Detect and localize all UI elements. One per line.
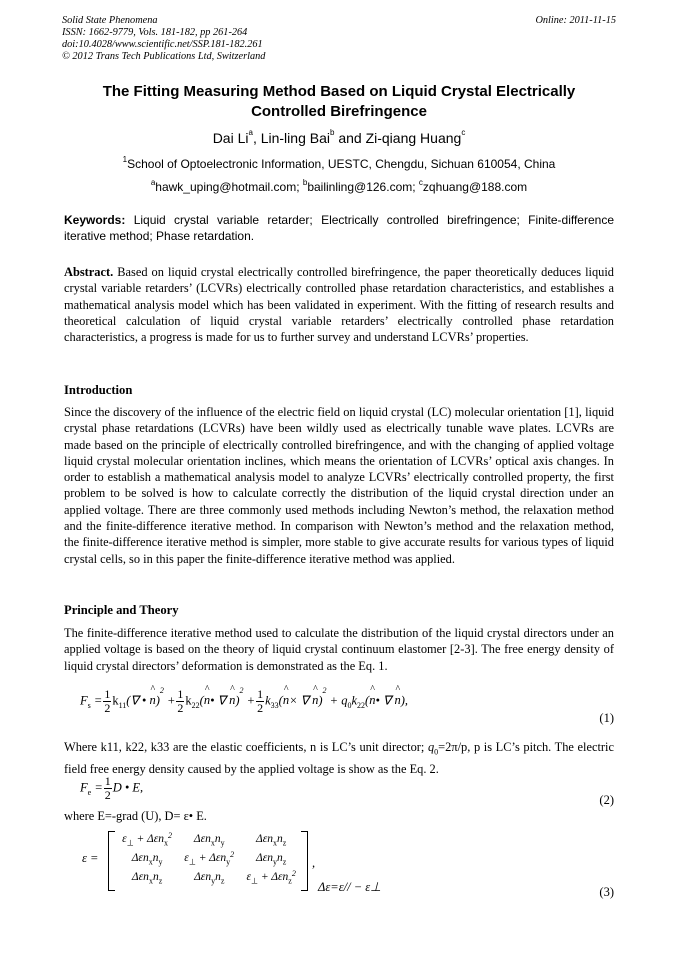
keywords-text: Liquid crystal variable retarder; Electrically controlled birefringence; Finite-difference iterative method; Phase retardation. <box>64 213 614 243</box>
principle-text: The finite-difference iterative method used to calculate the distribution of the liquid crystal directors under an applied voltage is based on the theory of liquid crystal continuum elastomer [2-3]. The free energy density of liquid crystal directors’ deformation is demonstrated as the Eq. 1. <box>64 626 614 673</box>
equation-2-number: (2) <box>599 793 614 807</box>
affiliation-text: School of Optoelectronic Information, UESTC, Chengdu, Sichuan 610054, China <box>127 157 556 171</box>
author-emails <box>64 180 614 194</box>
eq2-followup: where E=-grad (U), D= ε• E. <box>64 809 207 823</box>
eq1-followup: Where k11, k22, k33 are the elastic coefficients, n is LC’s unit director; $q_0=2\pi/p$, p is LC’s pitch. The electric field free energy density caused by the applied voltage is show as the Eq. 2. <box>64 740 614 776</box>
journal-name: Solid State Phenomena <box>62 15 158 26</box>
author-1-sup: a <box>248 128 253 137</box>
equation-3-comma: , <box>312 856 316 870</box>
eq1-followup-b: =2π/p, p is LC’s pitch. The electric field free energy density caused by the applied voltage is show as the Eq. 2. <box>64 740 614 776</box>
email-c-sup: c <box>418 178 423 187</box>
title-line-1: The Fitting Measuring Method Based on Liquid Crystal Electrically <box>102 83 576 100</box>
email-c: zqhuang@188.com <box>422 180 528 194</box>
principle-heading: Principle and Theory <box>64 603 179 617</box>
email-a-sup: a <box>150 178 156 187</box>
introduction-text: Since the discovery of the influence of the electric field on liquid crystal (LC) molecular orientation [1], liquid crystal phase retardations (LCVRs) have been wildly used as electrically tunable wave plates. LCVRs are made based on the principle of electrically controlled birefringence, and with the changing of applied voltage liquid crystal molecular orientation inclines, which means the orientation of LCVRs’ optical axis changes. In order to establish a mathematical analysis model to analyze LCVRs’ electrically controlled property, the first problem to be solved is how to calculate correctly the distribution of the liquid crystal direction under an applied voltage. There are three commonly used methods including Newton’s method, the relaxation method and the finite-difference iterative method. In comparison with Newton’s method and the relaxation method, the finite-difference iterative method is simpler, more stable to give accurate results for various types of liquid crystal cells, so in this paper the finite-difference iterative method was applied. <box>64 405 614 566</box>
keywords-label: Keywords: <box>64 213 126 227</box>
abstract-label: Abstract. <box>64 265 114 279</box>
affiliation-sup: 1 <box>122 155 128 164</box>
q0-symbol: q <box>427 740 435 754</box>
title-line-2: Controlled Birefringence <box>251 103 427 120</box>
journal-doi: doi:10.4028/www.scientific.net/SSP.181-182.261 <box>62 39 263 50</box>
affiliation <box>64 157 614 171</box>
keywords <box>64 212 614 244</box>
author-1: Dai Li <box>212 130 249 146</box>
author-3-sup: c <box>461 128 466 137</box>
journal-issn: ISSN: 1662-9779, Vols. 181-182, pp 261-264 <box>62 27 248 38</box>
equation-3-number: (3) <box>599 885 614 899</box>
author-2-sup: b <box>329 128 335 137</box>
eq1-followup-a: Where k11, k22, k33 are the elastic coefficients, n is LC’s unit director; <box>64 740 428 754</box>
online-date: Online: 2011-11-15 <box>535 15 616 26</box>
equation-3-delta: Δε=ε// − ε⊥ <box>318 880 382 894</box>
paper-title <box>64 82 614 122</box>
author-list <box>64 130 614 146</box>
email-a: hawk_uping@hotmail.com; <box>155 180 303 194</box>
equation-3-lhs: ε = <box>82 851 99 865</box>
equation-2: $F_e$ = $\frac{1}{2}$ D • E, <box>80 774 144 802</box>
email-b: bailinling@126.com; <box>307 180 419 194</box>
abstract-text: Based on liquid crystal electrically controlled birefringence, the paper theoretically deduces liquid crystal variable retarders’ (LCVRs) electrically controlled phase retardation characteristics, and establishes a mathematical analysis model which has been validated in experiment. With the fitting of research results and theoretical calculation of liquid crystal variable retarders’ electrically controlled phase retardation characteristics, a progress is made for us to further survey and understand LCVRs’ properties. <box>64 265 614 345</box>
equation-1-number: (1) <box>599 711 614 725</box>
dielectric-matrix: $\varepsilon_\perp + \Delta\varepsilon n_x^2$ $\Delta\varepsilon n_xn_y$ $\Delta\varepsilon n_xn_z$ $\Delta\varepsilon n_xn_y$ $\varepsilon_\perp + \Delta\varepsilon n_y^2$ $\Delta\varepsilon n_yn_z$ $\Delta\varepsilon n_xn_z$ $\Delta\varepsilon n_yn_z$ $\varepsilon_\perp + \Delta\varepsilon n_z^2$ <box>108 831 308 889</box>
author-2: , Lin-ling Bai <box>252 130 330 146</box>
equation-1: $F_s$ = $\frac{1}{2}$ $k_{11}(\nabla$ • ^ n)$^2$ + $\frac{1}{2}$ $k_{22}(\^{}$ n• ∇ ^ n)$^2$ + $\frac{1}{2}$ $k_{33}(\^{}$ n× ∇ ^ $n)^2 + q_0k_{22}(\^{}$ n• ∇ ^ n), <box>80 688 408 715</box>
journal-copyright: © 2012 Trans Tech Publications Ltd, Switzerland <box>62 51 266 62</box>
journal-header <box>62 15 265 63</box>
email-b-sup: b <box>302 178 308 187</box>
introduction-heading: Introduction <box>64 383 133 397</box>
abstract <box>64 264 614 345</box>
author-3: and Zi-qiang Huang <box>334 130 462 146</box>
